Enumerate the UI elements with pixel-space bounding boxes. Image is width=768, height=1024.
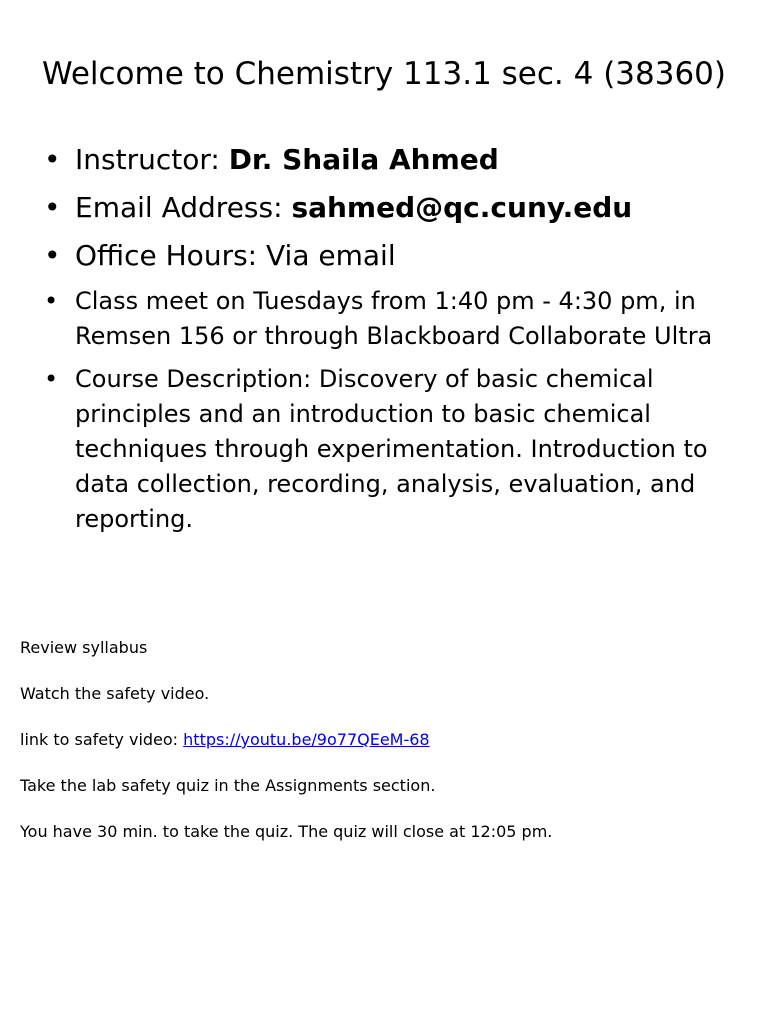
safety-video-link-note (20, 728, 760, 752)
info-bullet-list (44, 140, 734, 545)
bullet-dot: • (44, 239, 61, 272)
course-description-text: Course Description: Discovery of basic chemical principles and an introduction to basic chemical techniques through experimentation. Introduction to data collection, recording, analysis, evaluation, and reporting. (75, 365, 708, 533)
quiz-time-note: You have 30 min. to take the quiz. The quiz will close at 12:05 pm. (20, 822, 553, 841)
bullet-dot: • (44, 191, 61, 224)
course-description-bullet (44, 362, 734, 537)
bullet-dot: • (44, 365, 59, 393)
slide-notes (20, 636, 760, 866)
quiz-note: Take the lab safety quiz in the Assignments section. (20, 776, 436, 795)
class-meet-text: Class meet on Tuesdays from 1:40 pm - 4:30 pm, in Remsen 156 or through Blackboard Collaborate Ultra (75, 287, 713, 350)
safety-video-link[interactable]: https://youtu.be/9o77QEeM-68 (183, 730, 430, 749)
instructor-label: Instructor: (75, 143, 229, 176)
email-bullet (44, 188, 734, 228)
link-label: link to safety video: (20, 730, 184, 749)
bullet-dot: • (44, 143, 61, 176)
instructor-name: Dr. Shaila Ahmed (228, 143, 499, 176)
email-label: Email Address: (75, 191, 292, 224)
bullet-dot: • (44, 287, 59, 315)
email-address: sahmed@qc.cuny.edu (291, 191, 633, 224)
page-title: Welcome to Chemistry 113.1 sec. 4 (38360) (41, 56, 726, 92)
office-hours-text: Office Hours: Via email (75, 239, 396, 272)
class-meet-bullet (44, 284, 734, 354)
instructor-bullet (44, 140, 734, 180)
watch-video-note: Watch the safety video. (20, 684, 210, 703)
review-syllabus-note: Review syllabus (20, 638, 148, 657)
office-hours-bullet (44, 236, 734, 276)
